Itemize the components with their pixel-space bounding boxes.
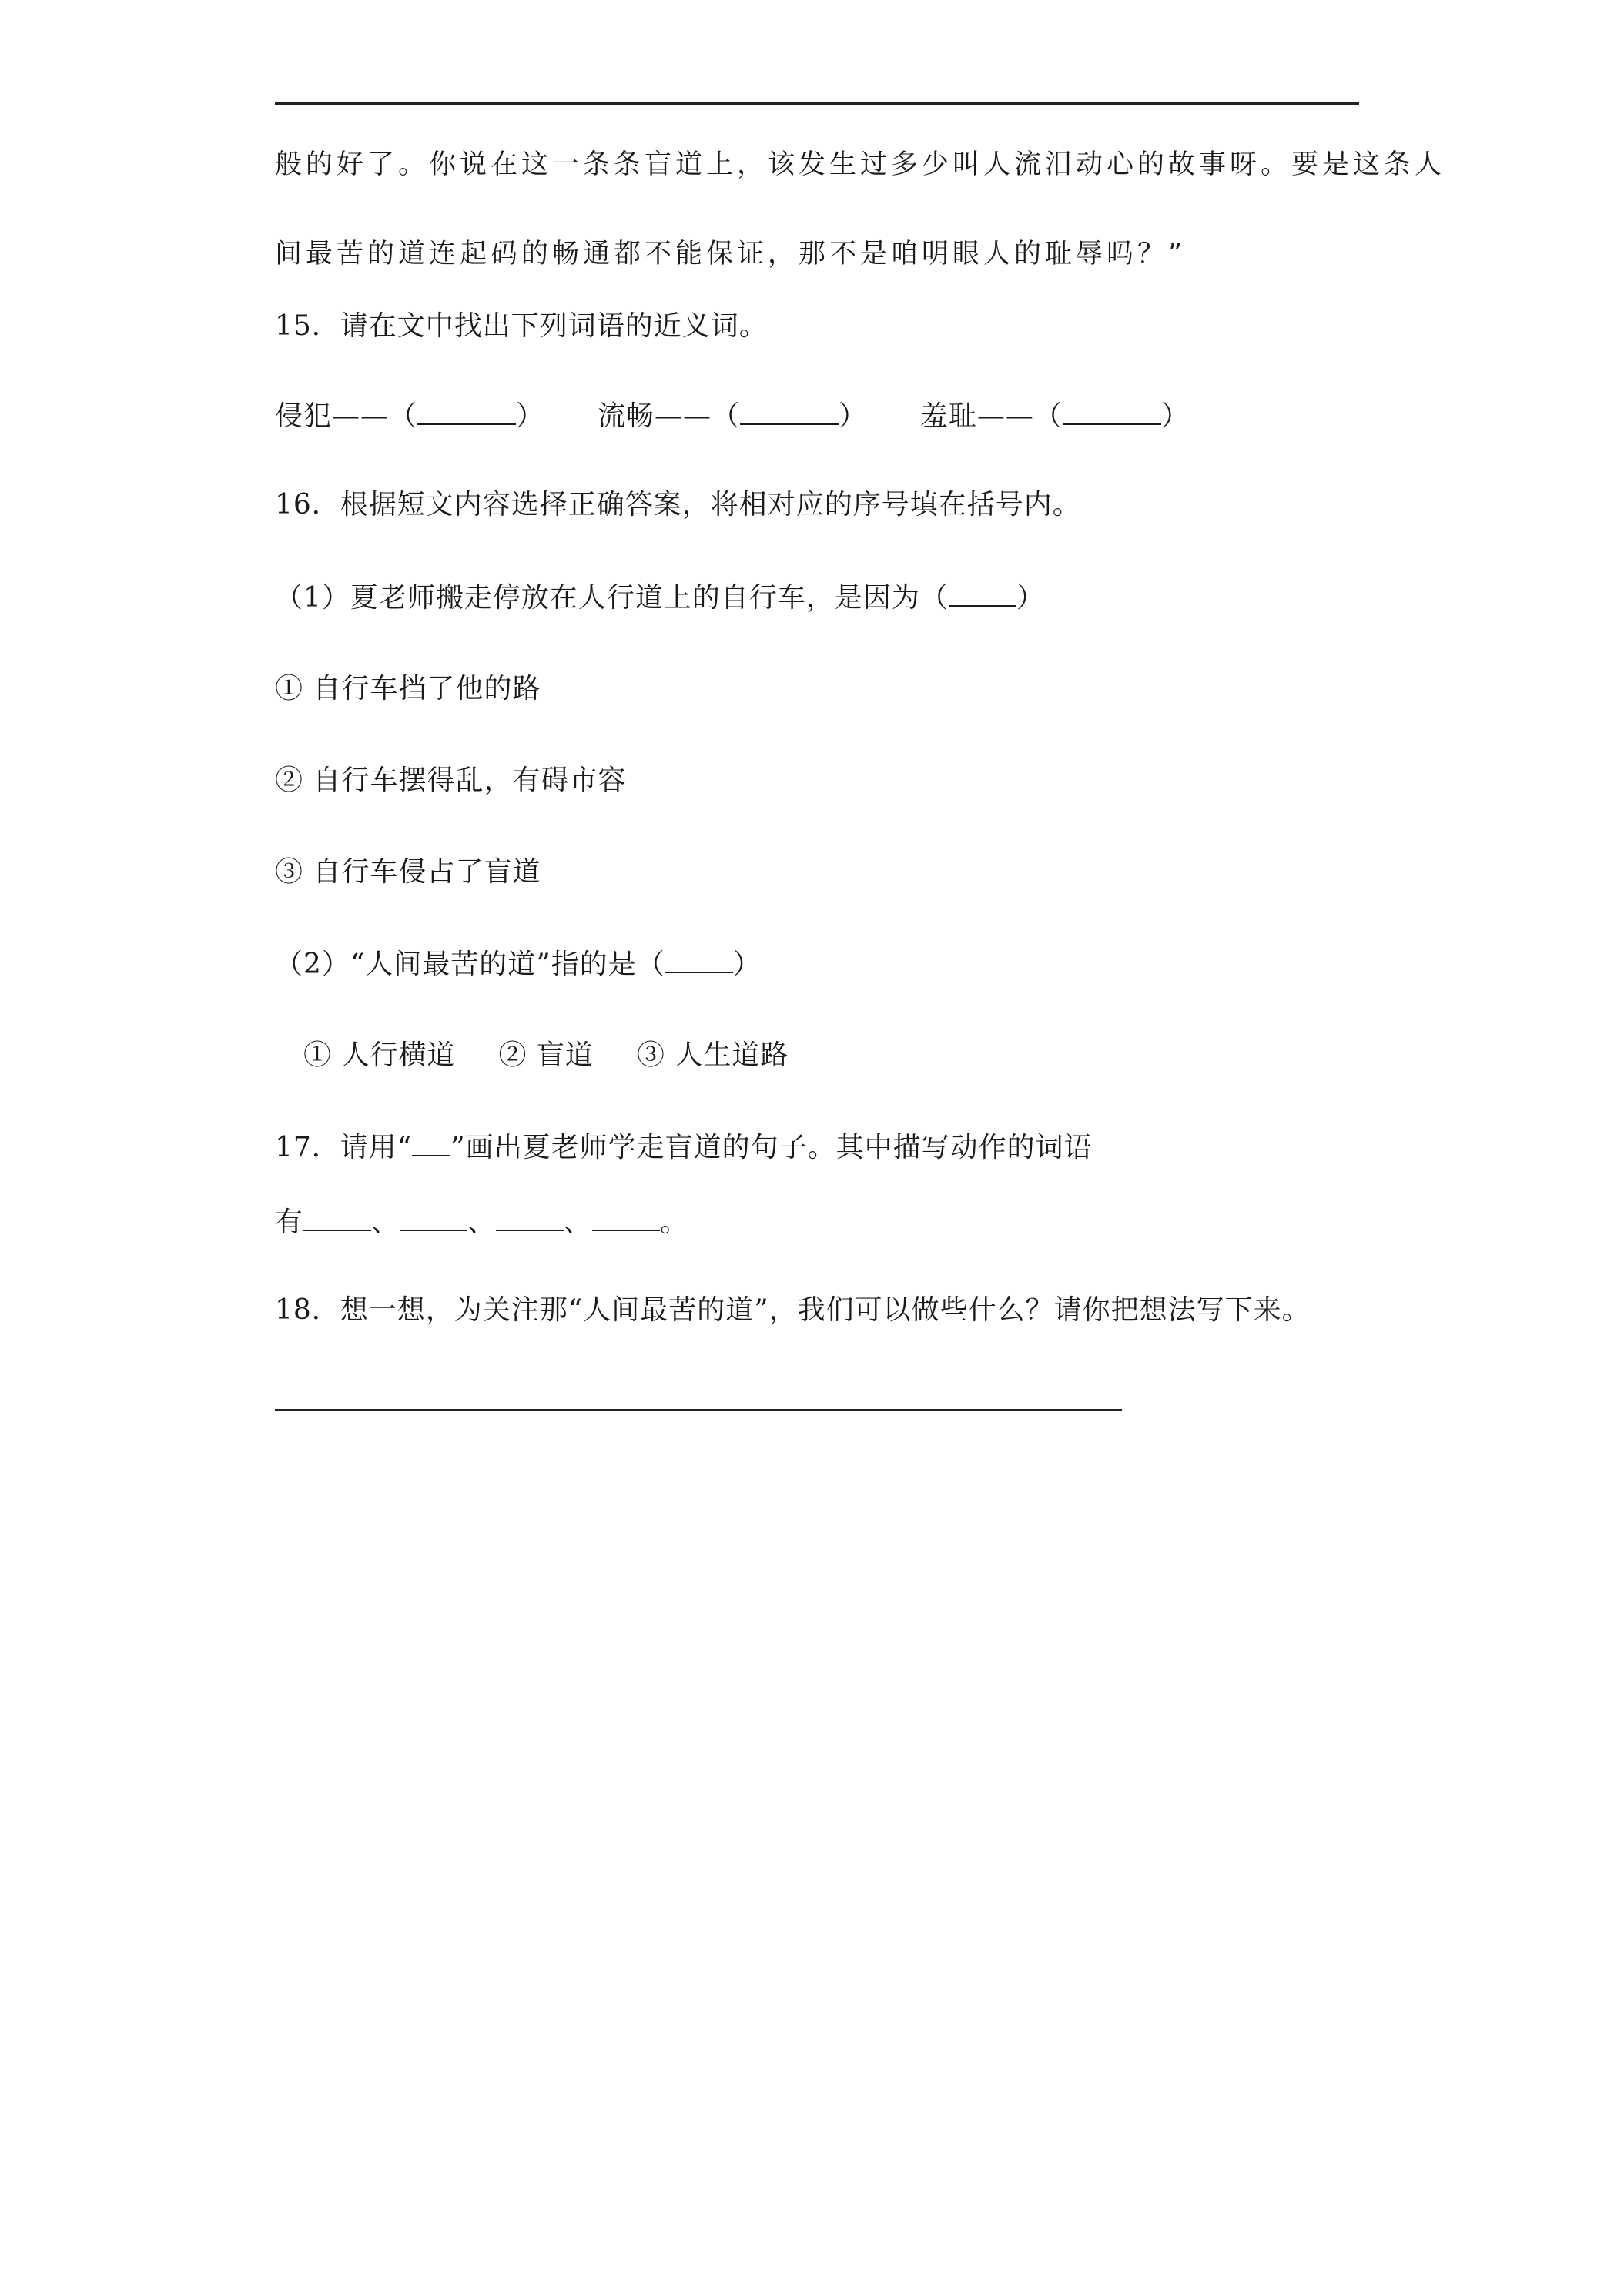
q15-item-2 <box>598 400 877 432</box>
q16-sub2-options <box>303 1037 789 1074</box>
q17-line2-prefix: 有 <box>275 1207 304 1238</box>
q17-suffix: ”画出夏老师学走盲道的句子。其中描写动作的词语 <box>450 1132 1093 1163</box>
q16-sub2-suffix: ） <box>732 949 762 980</box>
q16-sub2-option-1: ① 人行横道 <box>303 1039 456 1071</box>
q16-sub1-option-2: ② 自行车摆得乱，有碍市容 <box>275 765 627 796</box>
q17-prefix: 17．请用“ <box>275 1132 413 1163</box>
header-rule <box>275 102 1359 105</box>
q17-blank-3[interactable] <box>496 1203 564 1231</box>
q17-sep-1: 、 <box>371 1207 400 1238</box>
q16-sub1-blank[interactable] <box>949 579 1016 607</box>
q15-item-1-blank[interactable] <box>417 397 516 425</box>
q15-item-3-word: 羞耻 <box>919 400 977 432</box>
q16-sub1-prefix: （1）夏老师搬走停放在人行道上的自行车，是因为（ <box>275 582 949 614</box>
q15-item-1 <box>275 400 554 432</box>
passage-line-1: 般的好了。你说在这一条条盲道上，该发生过多少叫人流泪动心的故事呀。要是这条人 <box>275 149 1446 180</box>
q15-item-1-dash: ——（ <box>332 400 418 432</box>
q17-blank-4[interactable] <box>592 1203 660 1231</box>
q15-items <box>275 397 1190 435</box>
q17-line-2 <box>275 1203 688 1241</box>
q18-stem: 18．想一想，为关注那“人间最苦的道”，我们可以做些什么？请你把想法写下来。 <box>275 1294 1311 1326</box>
q16-sub1-suffix: ） <box>1016 582 1045 614</box>
q17-line-1 <box>275 1129 1093 1166</box>
q17-sep-2: 、 <box>467 1207 497 1238</box>
passage-line-2: 间最苦的道连起码的畅通都不能保证，那不是咱明眼人的耻辱吗？” <box>275 239 1187 269</box>
q17-blank-1[interactable] <box>303 1203 371 1231</box>
q15-item-3-close: ） <box>1160 400 1190 432</box>
q15-item-2-close: ） <box>838 400 867 432</box>
q17-sep-3: 、 <box>564 1207 593 1238</box>
q15-item-2-word: 流畅 <box>597 400 655 432</box>
q15-item-1-close: ） <box>516 400 545 432</box>
q16-stem: 16．根据短文内容选择正确答案，将相对应的序号填在括号内。 <box>275 489 1081 520</box>
q15-item-3-blank[interactable] <box>1063 397 1161 425</box>
q18-answer-line[interactable] <box>275 1409 1122 1411</box>
q16-sub2 <box>275 946 762 983</box>
q16-sub2-option-3: ③ 人生道路 <box>636 1039 789 1071</box>
q15-item-2-blank[interactable] <box>740 397 839 425</box>
q15-item-2-dash: ——（ <box>654 400 740 432</box>
q16-sub2-prefix: （2）“人间最苦的道”指的是（ <box>275 949 665 980</box>
q16-sub1-option-3: ③ 自行车侵占了盲道 <box>275 856 541 888</box>
q15-item-3 <box>920 400 1190 432</box>
q17-blank-2[interactable] <box>400 1203 467 1231</box>
q15-item-3-dash: ——（ <box>976 400 1063 432</box>
q16-sub1 <box>275 579 1045 617</box>
q16-sub2-blank[interactable] <box>665 946 733 973</box>
q16-sub2-option-2: ② 盲道 <box>498 1039 594 1071</box>
q15-stem: 15．请在文中找出下列词语的近义词。 <box>275 310 768 342</box>
q16-sub1-option-1: ① 自行车挡了他的路 <box>275 673 541 705</box>
q17-underline-sample <box>412 1129 450 1156</box>
q15-item-1-word: 侵犯 <box>275 400 333 432</box>
q17-end: 。 <box>660 1207 689 1238</box>
